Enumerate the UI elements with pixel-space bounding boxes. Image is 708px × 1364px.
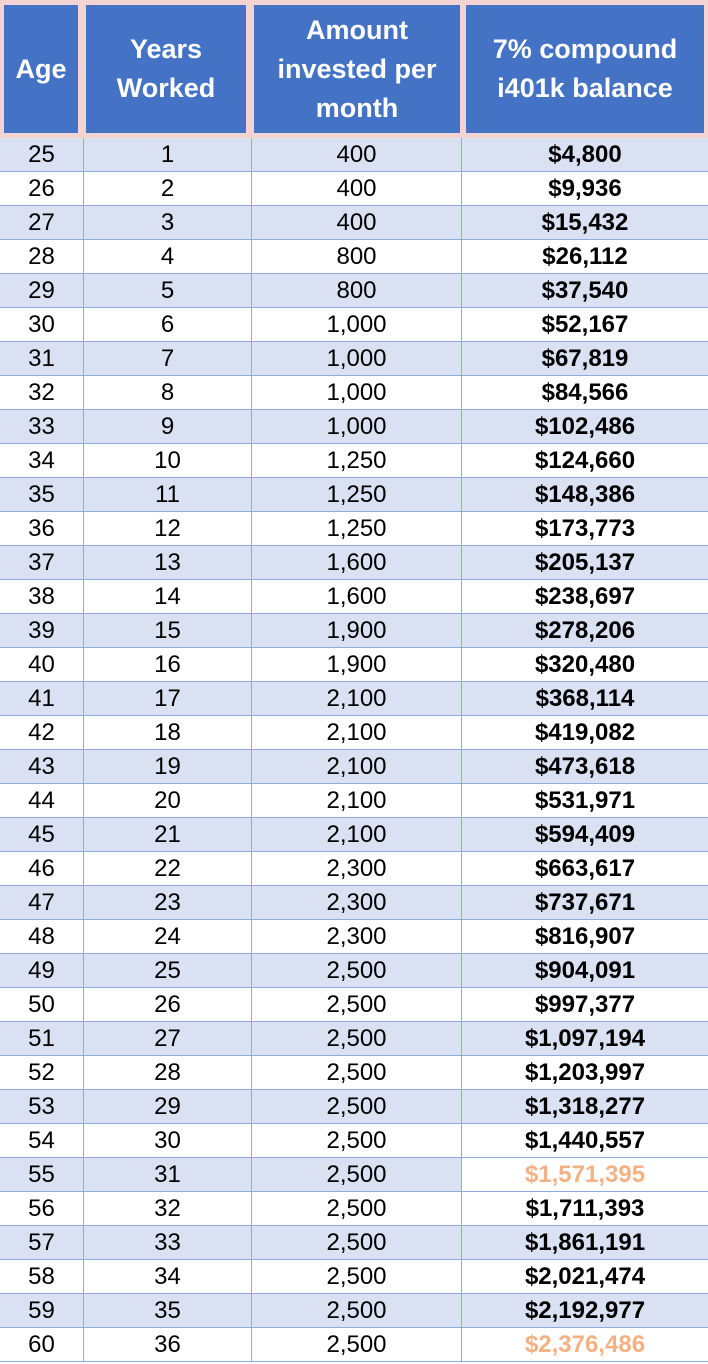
amount-invested-cell: 2,500 xyxy=(252,1124,462,1157)
balance-cell: $368,114 xyxy=(535,685,635,712)
balance-cell: $124,660 xyxy=(534,447,636,474)
balance-cell: $594,409 xyxy=(534,821,636,848)
age-cell: 29 xyxy=(0,274,84,307)
table-row xyxy=(0,580,708,614)
table-row xyxy=(0,1056,708,1090)
age-cell: 39 xyxy=(0,614,84,647)
years-worked-cell: 25 xyxy=(84,954,252,987)
age-cell: 54 xyxy=(0,1124,84,1157)
age-cell: 41 xyxy=(0,682,84,715)
age-cell: 47 xyxy=(0,886,84,919)
table-row xyxy=(0,410,708,444)
amount-invested-cell: 1,000 xyxy=(252,410,462,443)
balance-cell: $102,486 xyxy=(534,413,636,440)
years-worked-cell: 13 xyxy=(84,546,252,579)
table-row xyxy=(0,546,708,580)
age-cell: 31 xyxy=(0,342,84,375)
amount-invested-cell: 2,300 xyxy=(252,886,462,919)
table-row xyxy=(0,172,708,206)
years-worked-cell: 23 xyxy=(84,886,252,919)
table-row xyxy=(0,240,708,274)
age-cell: 28 xyxy=(0,240,84,273)
age-cell: 44 xyxy=(0,784,84,817)
age-cell: 57 xyxy=(0,1226,84,1259)
balance-cell: $148,386 xyxy=(534,481,636,508)
table-row xyxy=(0,886,708,920)
balance-cell: $1,097,194 xyxy=(524,1025,646,1052)
age-cell: 49 xyxy=(0,954,84,987)
age-cell: 34 xyxy=(0,444,84,477)
years-worked-cell: 6 xyxy=(84,308,252,341)
years-worked-cell: 18 xyxy=(84,716,252,749)
years-worked-cell: 28 xyxy=(84,1056,252,1089)
balance-cell: $1,861,191 xyxy=(524,1229,646,1256)
age-cell: 37 xyxy=(0,546,84,579)
table-row xyxy=(0,342,708,376)
amount-invested-cell: 1,900 xyxy=(252,614,462,647)
table-body xyxy=(0,138,708,1362)
table-row xyxy=(0,478,708,512)
years-worked-cell: 8 xyxy=(84,376,252,409)
years-worked-cell: 15 xyxy=(84,614,252,647)
years-worked-cell: 14 xyxy=(84,580,252,613)
amount-invested-cell: 2,500 xyxy=(252,1294,462,1327)
age-cell: 32 xyxy=(0,376,84,409)
balance-cell: $2,192,977 xyxy=(524,1297,646,1324)
balance-cell: $67,819 xyxy=(541,345,629,372)
age-cell: 43 xyxy=(0,750,84,783)
balance-cell: $1,318,277 xyxy=(524,1093,646,1120)
balance-cell: $904,091 xyxy=(534,957,636,984)
age-cell: 25 xyxy=(0,138,84,171)
amount-invested-cell: 1,900 xyxy=(252,648,462,681)
table-row xyxy=(0,614,708,648)
balance-cell: $2,021,474 xyxy=(524,1263,646,1290)
age-cell: 50 xyxy=(0,988,84,1021)
balance-cell: $15,432 xyxy=(541,209,629,236)
age-cell: 35 xyxy=(0,478,84,511)
table-row xyxy=(0,444,708,478)
balance-cell: $320,480 xyxy=(534,651,636,678)
years-worked-cell: 11 xyxy=(84,478,252,511)
amount-invested-cell: 1,600 xyxy=(252,580,462,613)
years-worked-cell: 10 xyxy=(84,444,252,477)
table-row xyxy=(0,988,708,1022)
amount-invested-cell: 2,500 xyxy=(252,1260,462,1293)
age-cell: 48 xyxy=(0,920,84,953)
table-row xyxy=(0,920,708,954)
age-cell: 59 xyxy=(0,1294,84,1327)
age-cell: 33 xyxy=(0,410,84,443)
header-compound-balance: 7% compound i401k balance xyxy=(466,5,704,133)
table-row xyxy=(0,1260,708,1294)
balance-cell: $26,112 xyxy=(542,243,628,270)
balance-cell: $1,440,557 xyxy=(524,1127,646,1154)
years-worked-cell: 26 xyxy=(84,988,252,1021)
amount-invested-cell: 1,000 xyxy=(252,342,462,375)
age-cell: 38 xyxy=(0,580,84,613)
amount-invested-cell: 2,500 xyxy=(252,1056,462,1089)
amount-invested-cell: 1,000 xyxy=(252,308,462,341)
balance-cell: $37,540 xyxy=(541,277,629,304)
amount-invested-cell: 2,500 xyxy=(252,988,462,1021)
age-cell: 52 xyxy=(0,1056,84,1089)
years-worked-cell: 22 xyxy=(84,852,252,885)
amount-invested-cell: 2,500 xyxy=(252,1192,462,1225)
balance-cell: $997,377 xyxy=(534,991,636,1018)
years-worked-cell: 36 xyxy=(84,1328,252,1361)
amount-invested-cell: 2,300 xyxy=(252,920,462,953)
amount-invested-cell: 2,300 xyxy=(252,852,462,885)
years-worked-cell: 27 xyxy=(84,1022,252,1055)
years-worked-cell: 31 xyxy=(84,1158,252,1191)
age-cell: 53 xyxy=(0,1090,84,1123)
amount-invested-cell: 1,000 xyxy=(252,376,462,409)
balance-cell: $4,800 xyxy=(548,141,622,168)
amount-invested-cell: 1,250 xyxy=(252,444,462,477)
balance-cell: $173,773 xyxy=(534,515,636,542)
years-worked-cell: 35 xyxy=(84,1294,252,1327)
age-cell: 56 xyxy=(0,1192,84,1225)
header-years-worked: Years Worked xyxy=(86,5,246,133)
balance-cell: $1,571,395 xyxy=(462,1158,708,1191)
table-row xyxy=(0,1226,708,1260)
years-worked-cell: 21 xyxy=(84,818,252,851)
table-row xyxy=(0,954,708,988)
table-row xyxy=(0,1090,708,1124)
table-row xyxy=(0,716,708,750)
years-worked-cell: 9 xyxy=(84,410,252,443)
amount-invested-cell: 2,100 xyxy=(252,784,462,817)
table-row xyxy=(0,206,708,240)
years-worked-cell: 3 xyxy=(84,206,252,239)
amount-invested-cell: 1,250 xyxy=(252,512,462,545)
age-cell: 60 xyxy=(0,1328,84,1361)
balance-cell: $1,203,997 xyxy=(524,1059,646,1086)
age-cell: 55 xyxy=(0,1158,84,1191)
balance-cell: $473,618 xyxy=(534,753,636,780)
years-worked-cell: 32 xyxy=(84,1192,252,1225)
table-row xyxy=(0,308,708,342)
years-worked-cell: 34 xyxy=(84,1260,252,1293)
header-amount-invested: Amount invested per month xyxy=(254,5,460,133)
balance-cell: $52,167 xyxy=(541,311,629,338)
table-row xyxy=(0,512,708,546)
table-row xyxy=(0,852,708,886)
balance-cell: $205,137 xyxy=(534,549,636,576)
amount-invested-cell: 2,100 xyxy=(252,750,462,783)
years-worked-cell: 2 xyxy=(84,172,252,205)
age-cell: 30 xyxy=(0,308,84,341)
table-row xyxy=(0,818,708,852)
balance-cell: $531,971 xyxy=(534,787,636,814)
age-cell: 36 xyxy=(0,512,84,545)
years-worked-cell: 33 xyxy=(84,1226,252,1259)
balance-cell: $816,907 xyxy=(534,923,636,950)
balance-cell: $419,082 xyxy=(534,719,636,746)
table-row xyxy=(0,784,708,818)
amount-invested-cell: 400 xyxy=(252,206,462,239)
age-cell: 42 xyxy=(0,716,84,749)
age-cell: 26 xyxy=(0,172,84,205)
amount-invested-cell: 2,100 xyxy=(252,716,462,749)
table-row xyxy=(0,1124,708,1158)
amount-invested-cell: 2,500 xyxy=(252,1226,462,1259)
years-worked-cell: 29 xyxy=(84,1090,252,1123)
amount-invested-cell: 2,500 xyxy=(252,1328,462,1361)
table-row xyxy=(0,750,708,784)
amount-invested-cell: 2,100 xyxy=(252,682,462,715)
amount-invested-cell: 1,250 xyxy=(252,478,462,511)
amount-invested-cell: 400 xyxy=(252,138,462,171)
amount-invested-cell: 2,500 xyxy=(252,1158,462,1191)
table-row xyxy=(0,274,708,308)
table-row xyxy=(0,376,708,410)
years-worked-cell: 7 xyxy=(84,342,252,375)
balance-cell: $238,697 xyxy=(534,583,636,610)
age-cell: 46 xyxy=(0,852,84,885)
amount-invested-cell: 2,500 xyxy=(252,954,462,987)
age-cell: 27 xyxy=(0,206,84,239)
table-row xyxy=(0,1192,708,1226)
amount-invested-cell: 2,500 xyxy=(252,1090,462,1123)
amount-invested-cell: 800 xyxy=(252,274,462,307)
balance-cell: $1,711,393 xyxy=(525,1195,645,1222)
years-worked-cell: 24 xyxy=(84,920,252,953)
years-worked-cell: 19 xyxy=(84,750,252,783)
age-cell: 40 xyxy=(0,648,84,681)
amount-invested-cell: 2,500 xyxy=(252,1022,462,1055)
years-worked-cell: 1 xyxy=(84,138,252,171)
amount-invested-cell: 1,600 xyxy=(252,546,462,579)
years-worked-cell: 12 xyxy=(84,512,252,545)
balance-cell: $2,376,486 xyxy=(462,1328,708,1361)
balance-cell: $663,617 xyxy=(534,855,636,882)
years-worked-cell: 4 xyxy=(84,240,252,273)
table-row xyxy=(0,1294,708,1328)
table-row xyxy=(0,1158,708,1192)
balance-cell: $84,566 xyxy=(541,379,629,406)
amount-invested-cell: 400 xyxy=(252,172,462,205)
table-row xyxy=(0,682,708,716)
age-cell: 51 xyxy=(0,1022,84,1055)
table-row xyxy=(0,1022,708,1056)
years-worked-cell: 16 xyxy=(84,648,252,681)
years-worked-cell: 20 xyxy=(84,784,252,817)
header-age: Age xyxy=(4,5,78,133)
balance-cell: $278,206 xyxy=(534,617,636,644)
table-header xyxy=(0,0,708,138)
table-row xyxy=(0,1328,708,1362)
age-cell: 58 xyxy=(0,1260,84,1293)
amount-invested-cell: 800 xyxy=(252,240,462,273)
table-row xyxy=(0,648,708,682)
years-worked-cell: 17 xyxy=(84,682,252,715)
table-row xyxy=(0,138,708,172)
years-worked-cell: 5 xyxy=(84,274,252,307)
balance-cell: $737,671 xyxy=(534,889,636,916)
balance-cell: $9,936 xyxy=(548,175,622,202)
years-worked-cell: 30 xyxy=(84,1124,252,1157)
age-cell: 45 xyxy=(0,818,84,851)
amount-invested-cell: 2,100 xyxy=(252,818,462,851)
